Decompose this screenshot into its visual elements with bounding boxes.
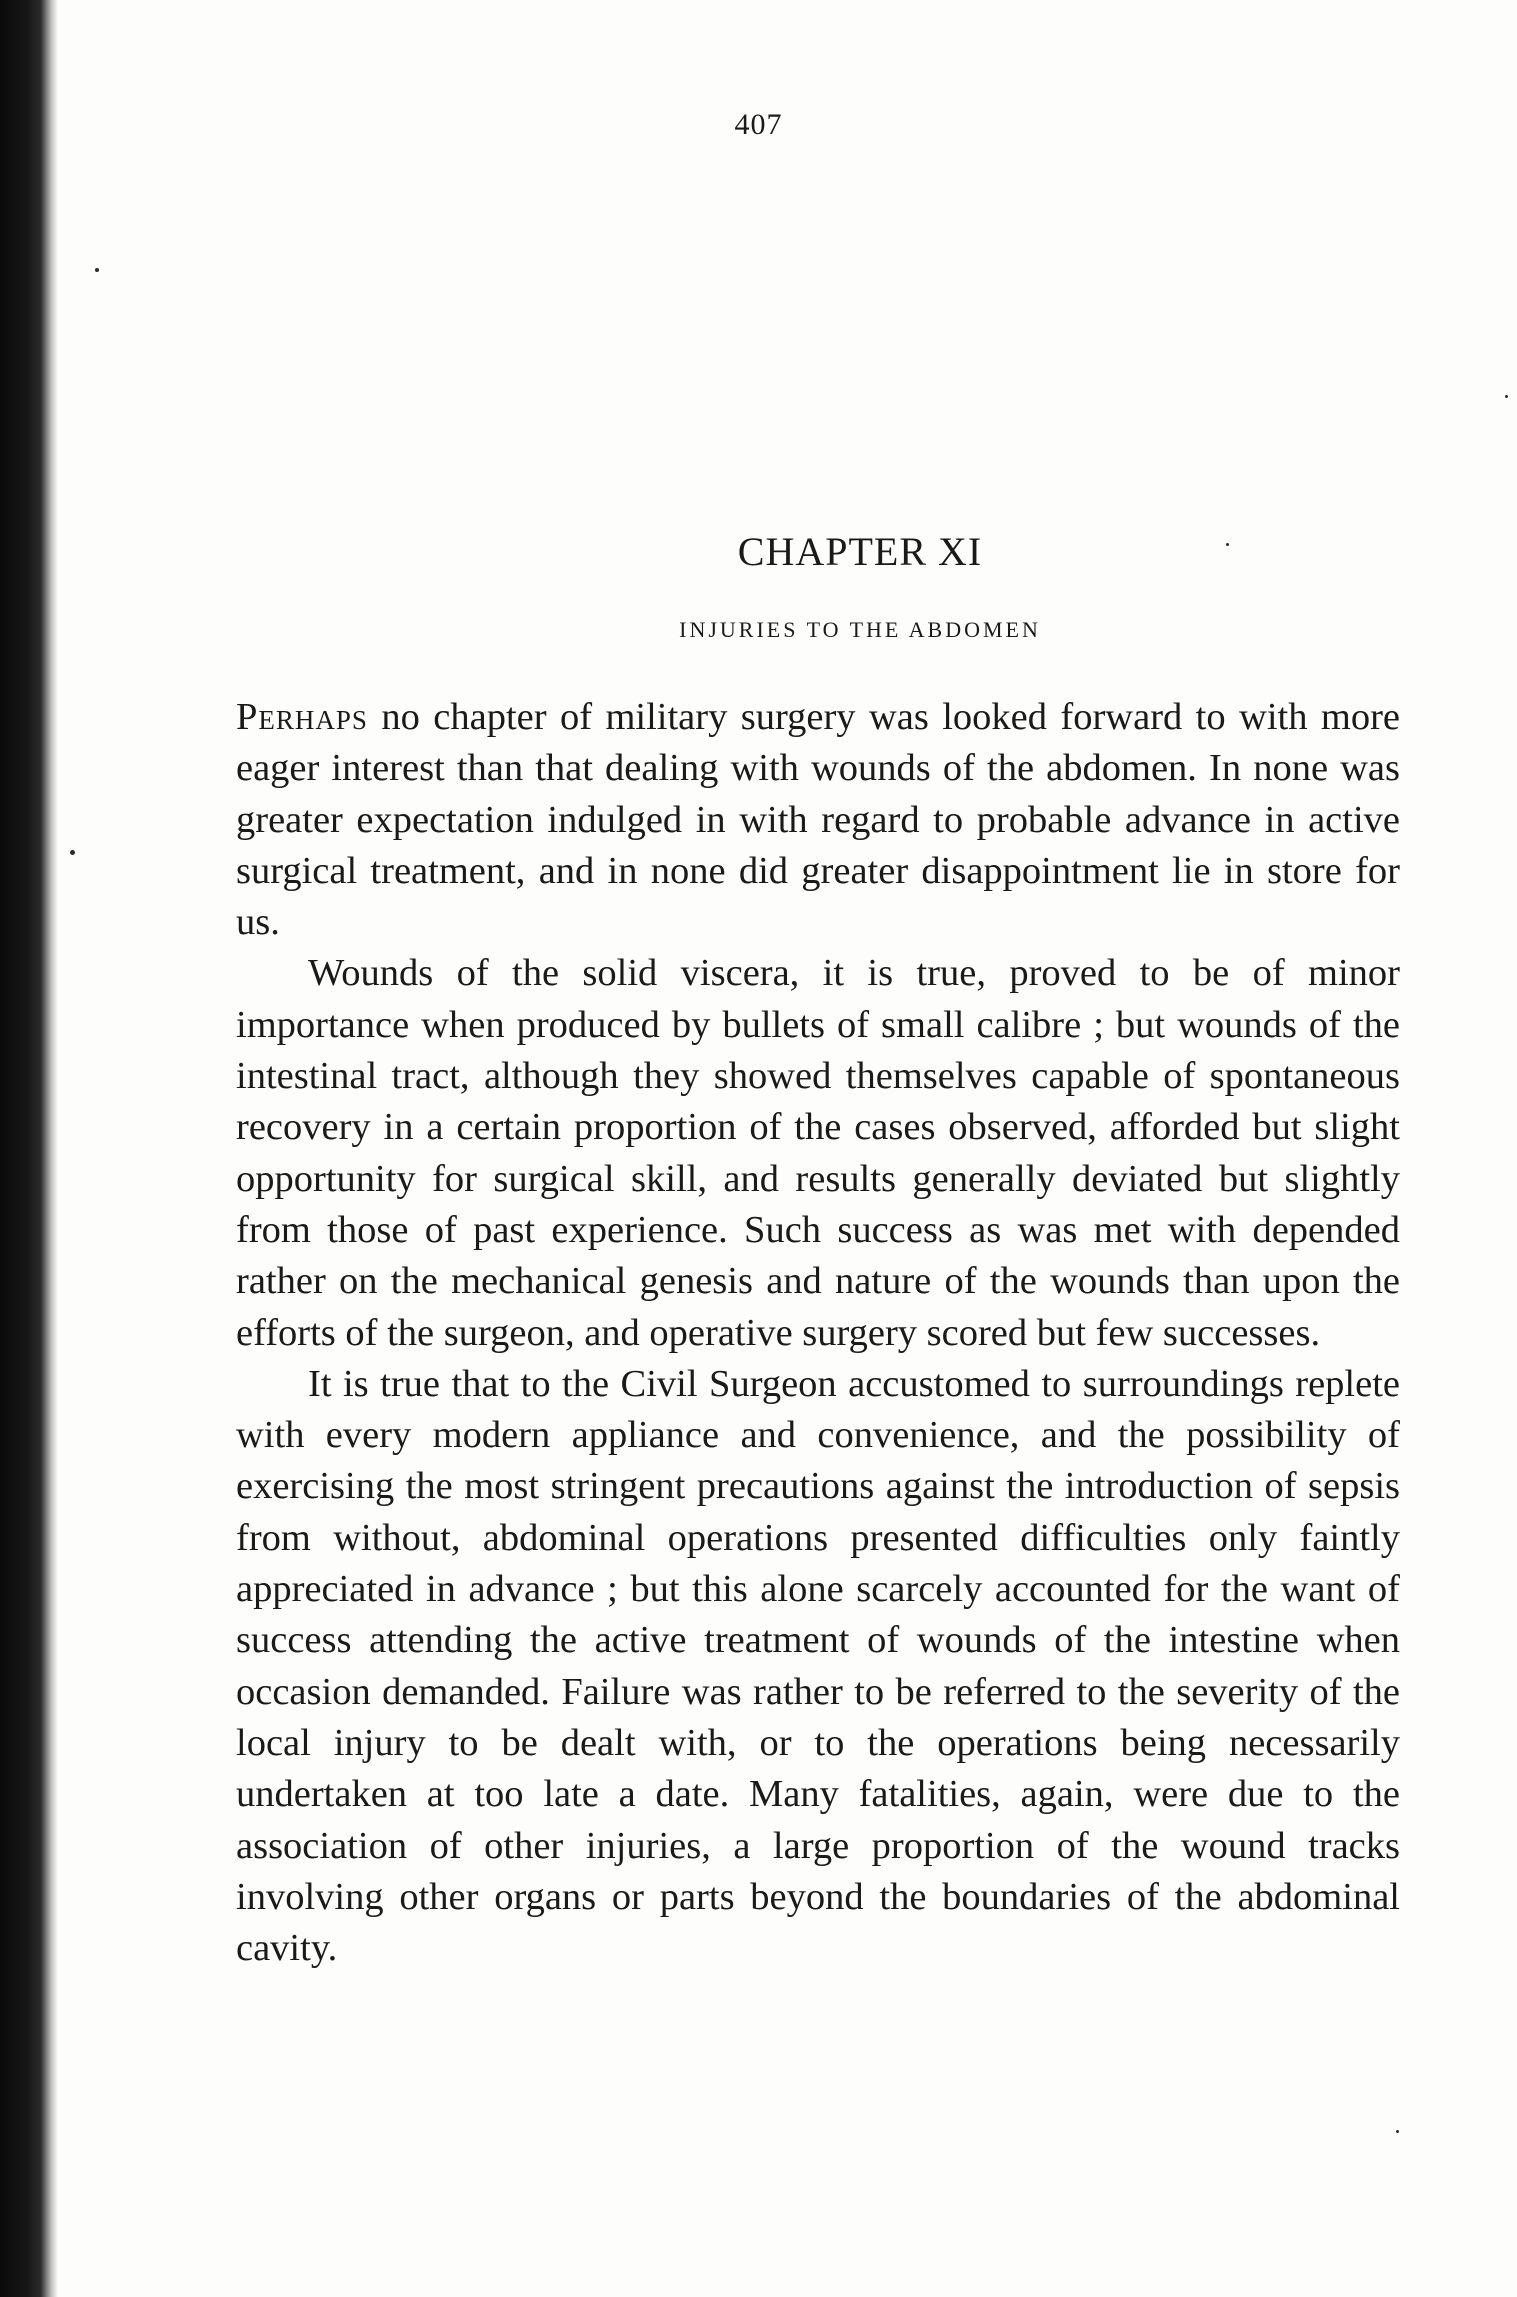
- scan-speck: [95, 268, 99, 272]
- paragraph-text: Wounds of the solid viscera, it is true, proved to be of minor importance when produced by bullets of small calibre ; but wounds of the intestinal tract, although they showed themselves capable of spontaneous recovery in a certain proportion of the cases observed, afforded but slight opportunity for surgical skill, and results generally deviated but slightly from those of past experience. Such success as was met with depended rather on the mechanical genesis and nature of the wounds than upon the efforts of the surgeon, and operative surgery scored but few successes.: [236, 952, 1400, 1354]
- binding-edge: [0, 0, 58, 2297]
- paragraph-text: It is true that to the Civil Surgeon accustomed to surroundings replete with every modern appliance and convenience, and the possibility of exercising the most stringent precautions against the introduction of sepsis from without, abdominal operations presented difficulties only faintly appreciated in advance ; but this alone scarcely accounted for the want of success attending the active treatment of wounds of the intestine when occasion demanded. Failure was rather to be referred to the severity of the local injury to be dealt with, or to the operations being necessarily undertaken at too late a date. Many fatalities, again, were due to the association of other injuries, a large proportion of the wound tracks involving other organs or parts beyond the boundaries of the abdominal cavity.: [236, 1362, 1400, 1970]
- scan-speck: [70, 850, 75, 855]
- body-text: [236, 692, 1400, 1974]
- paragraph-lead-word: Perhaps: [236, 696, 368, 738]
- page-number: 407: [734, 108, 783, 141]
- paragraph-text: no chapter of military surgery was looked forward to with more eager interest than that dealing with wounds of the abdomen. In none was greater expectation indulged in with regard to probable advance in active surgical treatment, and in none did greater disappointment lie in store for us.: [236, 696, 1400, 944]
- scan-speck: [1226, 543, 1229, 546]
- chapter-subtitle: INJURIES TO THE ABDOMEN: [679, 617, 1041, 642]
- scan-speck: [1505, 395, 1508, 398]
- paragraph: [236, 692, 1400, 948]
- paragraph: [236, 1359, 1400, 1975]
- scan-speck: [1396, 2130, 1399, 2133]
- chapter-title: CHAPTER XI: [737, 529, 983, 574]
- paragraph: [236, 948, 1400, 1358]
